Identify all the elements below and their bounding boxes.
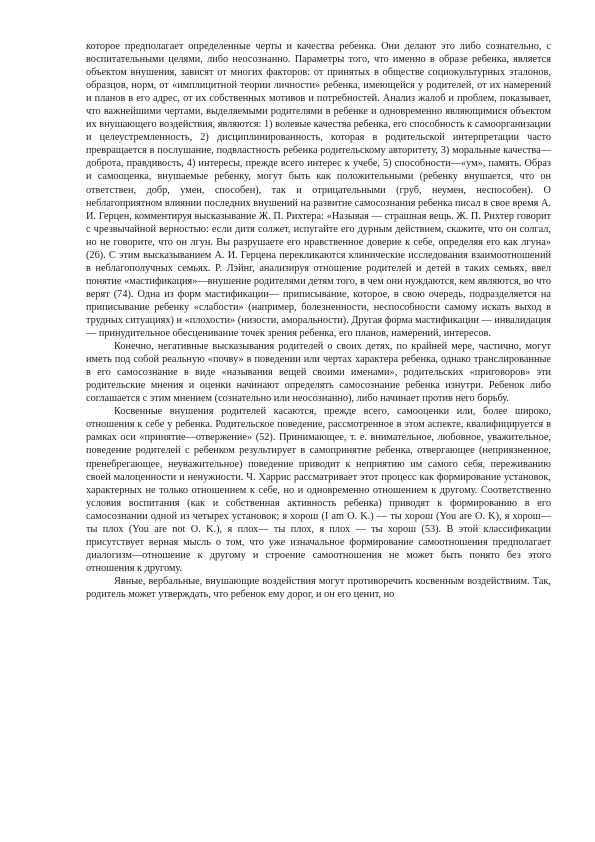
paragraph-2: Конечно, негативные высказывания родителей о своих детях, по крайней мере, частично, могут иметь под собой реальную «почву» в поведении или чертах характера ребенка, однако транслированные в его самосознание в виде «называния вещей своими именами», родительских «приговоров» эти родительские мнения и оценки начинают определять самосознание ребенка изнутри. Ребенок либо соглашается с этим мнением (сознательно или неосознанно), либо начинает против него борьбу. <box>86 341 551 405</box>
paragraph-3: Косвенные внушения родителей касаются, прежде всего, самооценки или, более широко, отношения к себе у ребенка. Родительское поведение, рассмотренное в этом аспекте, квалифицируется в рамках оси «принятие—отвержение» (52). Принимающее, т. е. внимательное, любовное, уважительное, поведение родителей с ребенком результирует в самопринятие ребенка, отвергающее (неприязненное, пренебрегающее, неуважительное) поведение приводит к неприятию им самого себя, переживанию своей малоценности и ненужности. Ч. Харрис рассматривает этот процесс как формирование установок, характерных не только отношением к себе, но и одновременно отношением к другому. Соответственно условия воспитания (как и собственная активность ребенка) приводят к формированию в его самосознании одной из четырех установок; я хорош (I am O. K.) — ты хорош (You are O. K), я хорош—ты плох (You are not O. K.), я плох— ты плох, я плох — ты хорош (53). В этой классификации присутствует верная мысль о том, что уже изначальное формирование самоотношения предполагает диалогизм—отношение к другому и строение самоотношения не может быть понято без этого отношения к другому. <box>86 406 551 574</box>
paragraph-4: Явные, вербальные, внушающие воздействия могут противоречить косвенным воздействиям. Так, родитель может утверждать, что ребенок ему дорог, и он его ценит, но <box>86 575 551 600</box>
paragraph-1: которое предполагает определенные черты и качества ребенка. Они делают это либо сознательно, с воспитательными целями, либо неосознанно. Параметры того, что именно в образе ребенка, является объектом внушения, зависят от многих факторов: от принятых в обществе социокультурных эталонов, образцов, норм, от «имплицитной теории личности» ребенка, имеющейся у родителей, от их намерений и планов в его адрес, от их собственных мотивов и потребностей. Анализ жалоб и проблем, показывает, что важнейшими чертами, выделяемыми родителями в ребенке и одновременно являющимися объектом их внушающего воздействия, являются: 1) волевые качества ребенка, его способность к самоорганизации и целеустремленность, 2) дисциплинированность, которая в родительской интерпретации часто превращается в послушание, подвластность ребенка родительскому авторитету, 3) моральные качества—доброта, правдивость, 4) интересы, прежде всего интерес к учебе, 5) способности—«ум», память. Образ и самооценка, внушаемые ребенку, могут быть как положительными (ребенку внушается, что он ответствен, добр, умен, способен), так и отрицательными (груб, неумен, неспособен). О неблагоприятном влиянии последних внушений на развитие самосознания ребенка писал в свое время А. И. Герцен, комментируя высказывание Ж. П. Рихтера: «Называя — страшная вещь. Ж. П. Рихтер говорит с чрезвычайной верностью: если дитя солжет, испугайте его дурным действием, скажите, что он солгал, но не говорите, что он лгун. Вы разрушаете его нравственное доверие к себе, определяя его как лгуна» (26). С этим высказыванием А. И. Герцена перекликаются клинические исследования взаимоотношений в неблагополучных семьях. Р. Лэйнг, анализируя отношение родителей и детей в таких семьях, ввел понятие «мастификация»—внушение родителями детям того, в чем они нуждаются, кем являются, во что верят (74). Одна из форм мастификации— приписывание, которое, в свою очередь, подразделяется на приписывание ребенку «слабости» (например, болезненности, неспособности самому искать выход в трудных ситуациях) и «плохости» (низости, аморальности). Другая форма мастификации — инвалидация — принудительное обесценивание точек зрения ребенка, его планов, намерений, интересов. <box>86 41 551 340</box>
body-text <box>86 40 551 601</box>
